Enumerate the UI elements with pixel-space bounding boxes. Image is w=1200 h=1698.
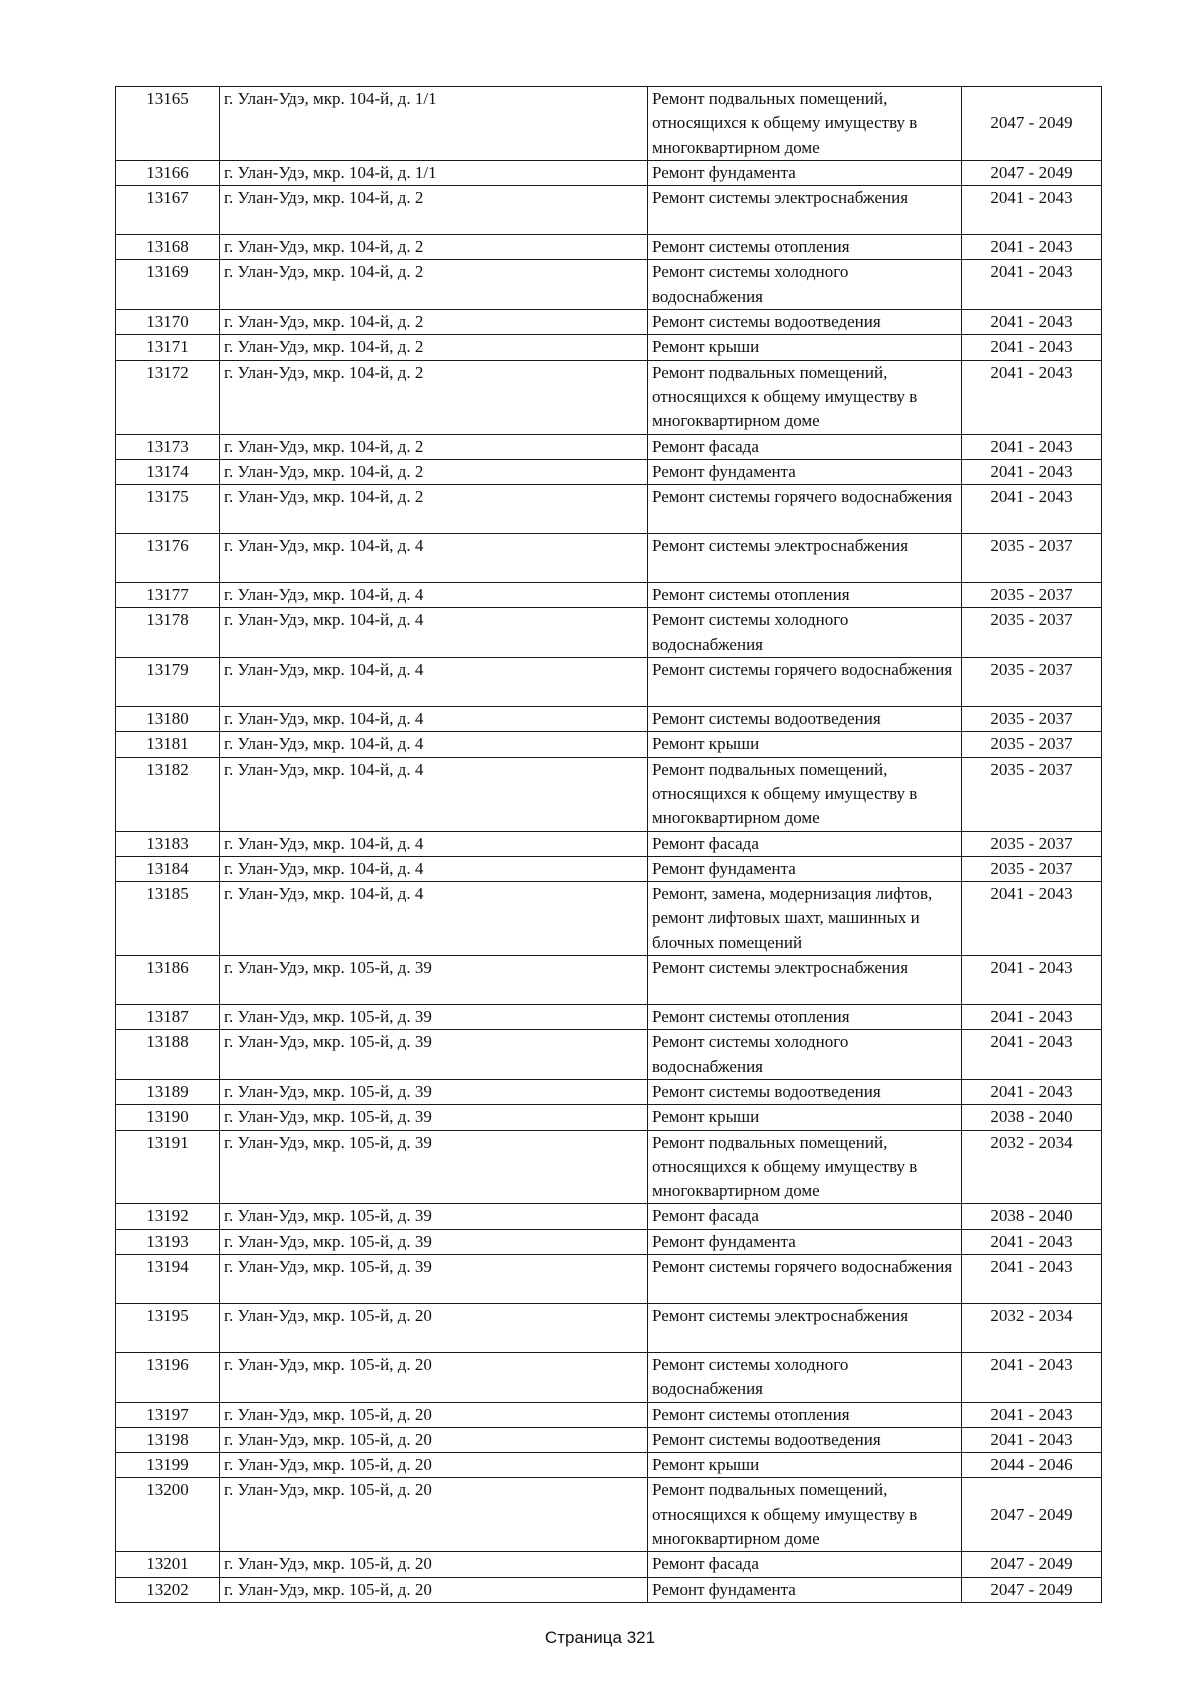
address-cell: г. Улан-Удэ, мкр. 105-й, д. 20 [220,1402,648,1427]
work-type-cell: Ремонт подвальных помещений, относящихся к общему имуществу в многоквартирном доме [648,360,962,434]
row-number-cell: 13186 [116,956,220,1005]
row-number-cell: 13199 [116,1453,220,1478]
row-number-cell: 13185 [116,882,220,956]
table-row [116,1130,1102,1204]
address-cell: г. Улан-Удэ, мкр. 105-й, д. 39 [220,1254,648,1303]
period-cell: 2041 - 2043 [962,434,1102,459]
work-type-cell: Ремонт крыши [648,732,962,757]
table-row [116,360,1102,434]
period-cell: 2041 - 2043 [962,1005,1102,1030]
work-type-cell: Ремонт системы отопления [648,583,962,608]
address-cell: г. Улан-Удэ, мкр. 104-й, д. 2 [220,459,648,484]
row-number-cell: 13169 [116,260,220,310]
table-row [116,1427,1102,1452]
row-number-cell: 13190 [116,1105,220,1130]
address-cell: г. Улан-Удэ, мкр. 104-й, д. 1/1 [220,87,648,161]
row-number-cell: 13170 [116,310,220,335]
table-row [116,434,1102,459]
address-cell: г. Улан-Удэ, мкр. 105-й, д. 39 [220,1105,648,1130]
row-number-cell: 13196 [116,1352,220,1402]
table-row [116,732,1102,757]
period-cell: 2035 - 2037 [962,732,1102,757]
table-row [116,459,1102,484]
table-row [116,1352,1102,1402]
table-row [116,1105,1102,1130]
table-row [116,1577,1102,1602]
table-row [116,658,1102,707]
row-number-cell: 13195 [116,1303,220,1352]
period-cell: 2035 - 2037 [962,831,1102,856]
table-row [116,534,1102,583]
work-type-cell: Ремонт фасада [648,1204,962,1229]
address-cell: г. Улан-Удэ, мкр. 104-й, д. 4 [220,658,648,707]
row-number-cell: 13179 [116,658,220,707]
table-row [116,485,1102,534]
period-cell: 2041 - 2043 [962,485,1102,534]
period-cell: 2041 - 2043 [962,882,1102,956]
period-cell: 2047 - 2049 [962,1577,1102,1602]
row-number-cell: 13200 [116,1478,220,1552]
period-cell: 2041 - 2043 [962,1030,1102,1080]
address-cell: г. Улан-Удэ, мкр. 104-й, д. 4 [220,707,648,732]
work-type-cell: Ремонт системы водоотведения [648,310,962,335]
address-cell: г. Улан-Удэ, мкр. 105-й, д. 20 [220,1552,648,1577]
table-row [116,608,1102,658]
table-row [116,882,1102,956]
work-type-cell: Ремонт подвальных помещений, относящихся к общему имуществу в многоквартирном доме [648,757,962,831]
works-table [115,86,1102,1603]
table-row [116,1303,1102,1352]
period-cell: 2041 - 2043 [962,956,1102,1005]
period-cell: 2041 - 2043 [962,335,1102,360]
work-type-cell: Ремонт фасада [648,434,962,459]
address-cell: г. Улан-Удэ, мкр. 104-й, д. 2 [220,310,648,335]
work-type-cell: Ремонт системы холодного водоснабжения [648,1352,962,1402]
work-type-cell: Ремонт системы отопления [648,1402,962,1427]
row-number-cell: 13172 [116,360,220,434]
row-number-cell: 13193 [116,1229,220,1254]
address-cell: г. Улан-Удэ, мкр. 105-й, д. 39 [220,1229,648,1254]
row-number-cell: 13192 [116,1204,220,1229]
address-cell: г. Улан-Удэ, мкр. 104-й, д. 4 [220,856,648,881]
table-row [116,235,1102,260]
work-type-cell: Ремонт системы холодного водоснабжения [648,608,962,658]
table-row [116,1402,1102,1427]
work-type-cell: Ремонт крыши [648,1105,962,1130]
row-number-cell: 13187 [116,1005,220,1030]
work-type-cell: Ремонт фасада [648,831,962,856]
work-type-cell: Ремонт фундамента [648,160,962,185]
address-cell: г. Улан-Удэ, мкр. 105-й, д. 39 [220,1079,648,1104]
period-cell: 2038 - 2040 [962,1105,1102,1130]
row-number-cell: 13184 [116,856,220,881]
table-row [116,1552,1102,1577]
works-table-body [116,87,1102,1603]
period-cell: 2044 - 2046 [962,1453,1102,1478]
period-cell: 2041 - 2043 [962,1254,1102,1303]
period-cell: 2041 - 2043 [962,360,1102,434]
table-row [116,1005,1102,1030]
address-cell: г. Улан-Удэ, мкр. 104-й, д. 2 [220,235,648,260]
address-cell: г. Улан-Удэ, мкр. 104-й, д. 4 [220,757,648,831]
work-type-cell: Ремонт крыши [648,335,962,360]
table-row [116,186,1102,235]
period-cell: 2047 - 2049 [962,87,1102,161]
work-type-cell: Ремонт системы электроснабжения [648,186,962,235]
work-type-cell: Ремонт подвальных помещений, относящихся к общему имуществу в многоквартирном доме [648,87,962,161]
address-cell: г. Улан-Удэ, мкр. 104-й, д. 4 [220,882,648,956]
period-cell: 2041 - 2043 [962,1079,1102,1104]
table-row [116,310,1102,335]
address-cell: г. Улан-Удэ, мкр. 105-й, д. 39 [220,1204,648,1229]
period-cell: 2041 - 2043 [962,1229,1102,1254]
address-cell: г. Улан-Удэ, мкр. 105-й, д. 39 [220,1130,648,1204]
row-number-cell: 13167 [116,186,220,235]
table-row [116,87,1102,161]
address-cell: г. Улан-Удэ, мкр. 104-й, д. 2 [220,360,648,434]
period-cell: 2041 - 2043 [962,186,1102,235]
row-number-cell: 13202 [116,1577,220,1602]
period-cell: 2035 - 2037 [962,534,1102,583]
row-number-cell: 13173 [116,434,220,459]
row-number-cell: 13177 [116,583,220,608]
address-cell: г. Улан-Удэ, мкр. 104-й, д. 4 [220,534,648,583]
period-cell: 2035 - 2037 [962,608,1102,658]
period-cell: 2041 - 2043 [962,260,1102,310]
work-type-cell: Ремонт системы отопления [648,235,962,260]
work-type-cell: Ремонт фасада [648,1552,962,1577]
period-cell: 2032 - 2034 [962,1303,1102,1352]
period-cell: 2038 - 2040 [962,1204,1102,1229]
work-type-cell: Ремонт фундамента [648,1577,962,1602]
period-cell: 2041 - 2043 [962,310,1102,335]
table-row [116,856,1102,881]
row-number-cell: 13176 [116,534,220,583]
address-cell: г. Улан-Удэ, мкр. 105-й, д. 20 [220,1577,648,1602]
work-type-cell: Ремонт системы водоотведения [648,1079,962,1104]
address-cell: г. Улан-Удэ, мкр. 104-й, д. 2 [220,260,648,310]
row-number-cell: 13168 [116,235,220,260]
row-number-cell: 13174 [116,459,220,484]
address-cell: г. Улан-Удэ, мкр. 105-й, д. 20 [220,1453,648,1478]
work-type-cell: Ремонт системы электроснабжения [648,1303,962,1352]
work-type-cell: Ремонт, замена, модернизация лифтов, ремонт лифтовых шахт, машинных и блочных помещений [648,882,962,956]
row-number-cell: 13183 [116,831,220,856]
row-number-cell: 13178 [116,608,220,658]
work-type-cell: Ремонт системы электроснабжения [648,534,962,583]
period-cell: 2041 - 2043 [962,1402,1102,1427]
table-row [116,1478,1102,1552]
table-row [116,583,1102,608]
table-row [116,956,1102,1005]
row-number-cell: 13182 [116,757,220,831]
table-row [116,831,1102,856]
row-number-cell: 13189 [116,1079,220,1104]
period-cell: 2041 - 2043 [962,235,1102,260]
work-type-cell: Ремонт системы горячего водоснабжения [648,1254,962,1303]
work-type-cell: Ремонт системы холодного водоснабжения [648,1030,962,1080]
work-type-cell: Ремонт фундамента [648,1229,962,1254]
work-type-cell: Ремонт системы отопления [648,1005,962,1030]
row-number-cell: 13198 [116,1427,220,1452]
period-cell: 2035 - 2037 [962,856,1102,881]
period-cell: 2047 - 2049 [962,160,1102,185]
work-type-cell: Ремонт системы водоотведения [648,1427,962,1452]
address-cell: г. Улан-Удэ, мкр. 104-й, д. 2 [220,434,648,459]
work-type-cell: Ремонт подвальных помещений, относящихся к общему имуществу в многоквартирном доме [648,1130,962,1204]
row-number-cell: 13194 [116,1254,220,1303]
table-row [116,260,1102,310]
period-cell: 2041 - 2043 [962,1352,1102,1402]
work-type-cell: Ремонт системы электроснабжения [648,956,962,1005]
work-type-cell: Ремонт системы горячего водоснабжения [648,485,962,534]
row-number-cell: 13191 [116,1130,220,1204]
table-row [116,757,1102,831]
address-cell: г. Улан-Удэ, мкр. 105-й, д. 20 [220,1352,648,1402]
row-number-cell: 13201 [116,1552,220,1577]
period-cell: 2032 - 2034 [962,1130,1102,1204]
address-cell: г. Улан-Удэ, мкр. 104-й, д. 4 [220,608,648,658]
address-cell: г. Улан-Удэ, мкр. 104-й, д. 4 [220,831,648,856]
work-type-cell: Ремонт крыши [648,1453,962,1478]
page-number: Страница 321 [544,1628,656,1647]
work-type-cell: Ремонт системы водоотведения [648,707,962,732]
address-cell: г. Улан-Удэ, мкр. 105-й, д. 39 [220,1005,648,1030]
address-cell: г. Улан-Удэ, мкр. 105-й, д. 20 [220,1427,648,1452]
work-type-cell: Ремонт фундамента [648,856,962,881]
address-cell: г. Улан-Удэ, мкр. 104-й, д. 1/1 [220,160,648,185]
period-cell: 2035 - 2037 [962,658,1102,707]
period-cell: 2035 - 2037 [962,583,1102,608]
address-cell: г. Улан-Удэ, мкр. 105-й, д. 39 [220,956,648,1005]
address-cell: г. Улан-Удэ, мкр. 104-й, д. 2 [220,485,648,534]
row-number-cell: 13188 [116,1030,220,1080]
table-row [116,1229,1102,1254]
table-row [116,1079,1102,1104]
table-row [116,160,1102,185]
table-row [116,707,1102,732]
table-row [116,335,1102,360]
table-row [116,1204,1102,1229]
period-cell: 2047 - 2049 [962,1552,1102,1577]
row-number-cell: 13171 [116,335,220,360]
work-type-cell: Ремонт системы холодного водоснабжения [648,260,962,310]
period-cell: 2041 - 2043 [962,459,1102,484]
row-number-cell: 13181 [116,732,220,757]
address-cell: г. Улан-Удэ, мкр. 104-й, д. 4 [220,732,648,757]
row-number-cell: 13180 [116,707,220,732]
table-row [116,1030,1102,1080]
address-cell: г. Улан-Удэ, мкр. 105-й, д. 20 [220,1303,648,1352]
period-cell: 2035 - 2037 [962,757,1102,831]
period-cell: 2041 - 2043 [962,1427,1102,1452]
work-type-cell: Ремонт системы горячего водоснабжения [648,658,962,707]
work-type-cell: Ремонт подвальных помещений, относящихся к общему имуществу в многоквартирном доме [648,1478,962,1552]
table-row [116,1254,1102,1303]
period-cell: 2035 - 2037 [962,707,1102,732]
table-row [116,1453,1102,1478]
period-cell: 2047 - 2049 [962,1478,1102,1552]
address-cell: г. Улан-Удэ, мкр. 104-й, д. 2 [220,335,648,360]
row-number-cell: 13175 [116,485,220,534]
row-number-cell: 13165 [116,87,220,161]
address-cell: г. Улан-Удэ, мкр. 104-й, д. 2 [220,186,648,235]
work-type-cell: Ремонт фундамента [648,459,962,484]
address-cell: г. Улан-Удэ, мкр. 105-й, д. 39 [220,1030,648,1080]
row-number-cell: 13197 [116,1402,220,1427]
row-number-cell: 13166 [116,160,220,185]
address-cell: г. Улан-Удэ, мкр. 104-й, д. 4 [220,583,648,608]
address-cell: г. Улан-Удэ, мкр. 105-й, д. 20 [220,1478,648,1552]
